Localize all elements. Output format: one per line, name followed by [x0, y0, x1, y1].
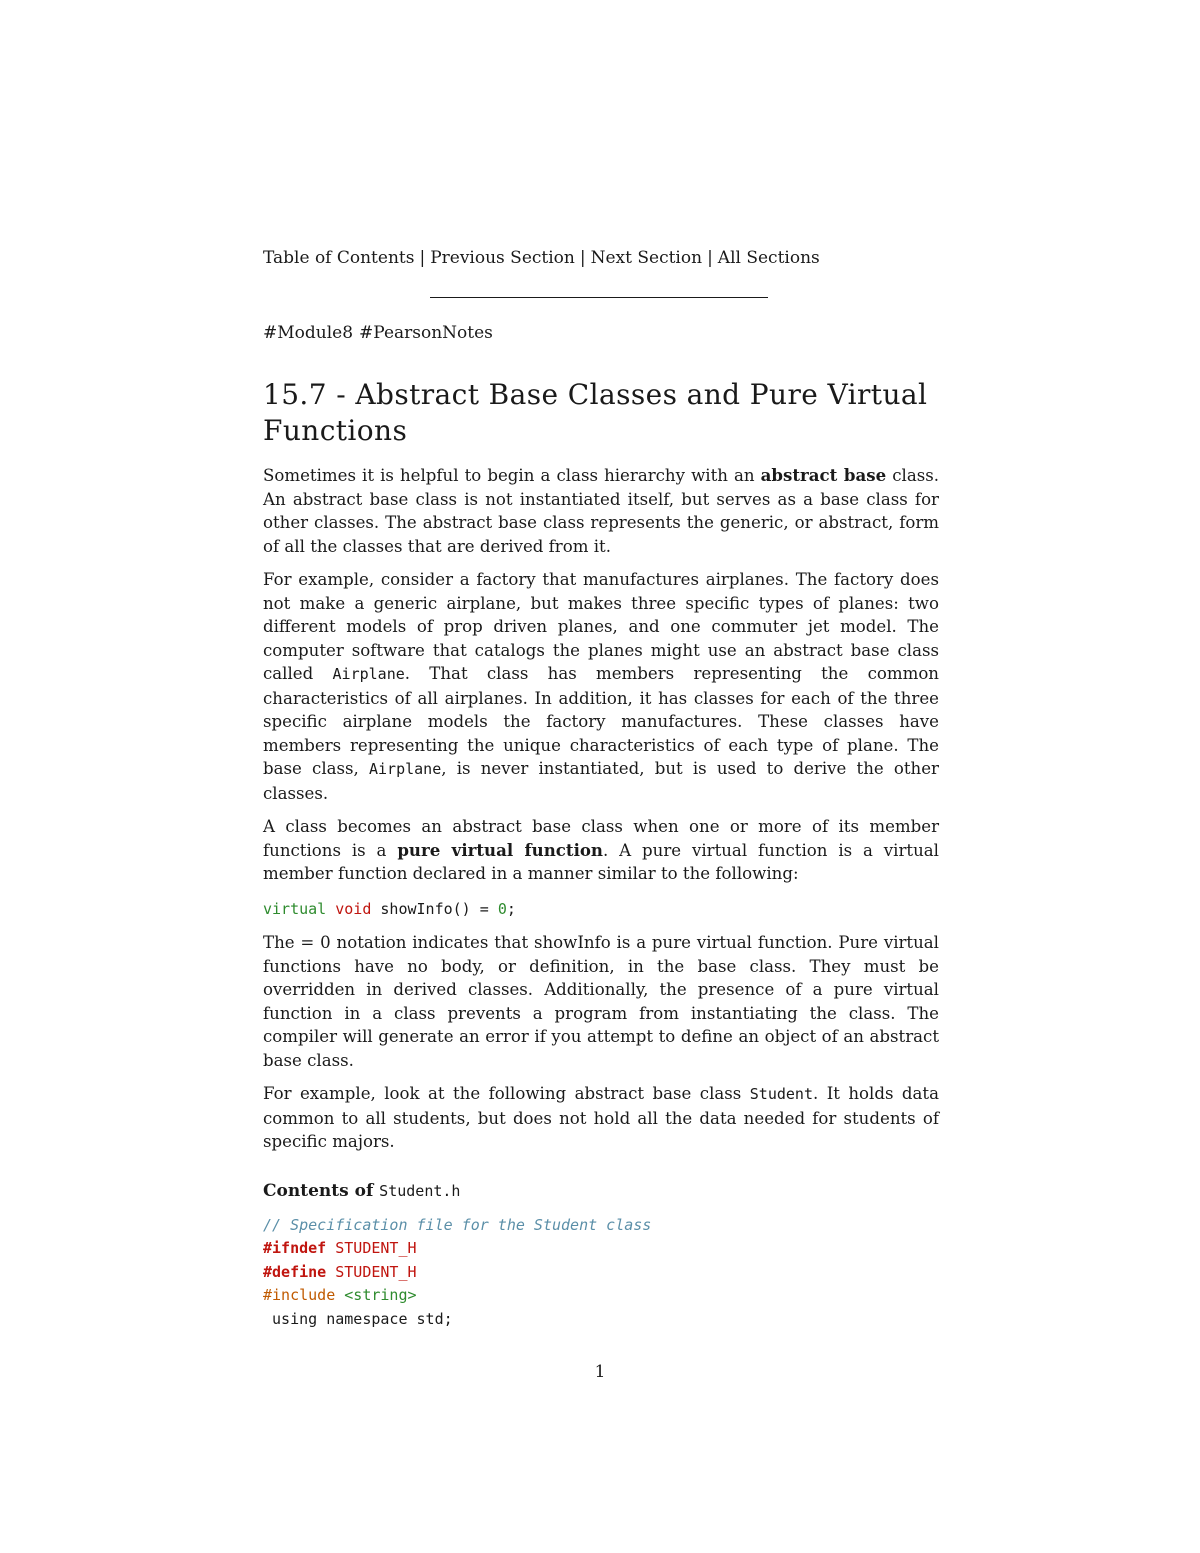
nav-link-table-of-contents[interactable]: Table of Contents [263, 248, 415, 268]
code-example-pure-virtual: virtual void showInfo() = 0; [263, 899, 516, 918]
code-line-ifndef: #ifndef STUDENT_H [263, 1239, 417, 1257]
nav-link-previous-section[interactable]: Previous Section [430, 248, 575, 268]
nav-separator: | [419, 248, 426, 268]
tag-list [263, 322, 939, 344]
document-page [263, 245, 939, 1331]
inline-code-student: Student [749, 1085, 813, 1103]
paragraph-pure-virtual: A class becomes an abstract base class when one or more of its member functions is a pure virtual function. A pure virtual function is a virtual member function declared in a manner similar to the following: [263, 817, 939, 883]
paragraph-airplane-example: For example, consider a factory that manufactures airplanes. The factory does not make a generic airplane, but makes three specific types of planes: two different models of prop driven planes, and one commuter jet model. The computer software that catalogs the planes might use an abstract base class called Airplane. That class has members representing the common characteristics of all airplanes. In addition, it has classes for each of the three specific airplane models the factory manufactures. These classes have members representing the unique characteristics of each type of plane. The base class, Airplane, is never instantiated, but is used to derive the other classes. [263, 570, 939, 803]
code-line-define: #define STUDENT_H [263, 1262, 417, 1281]
nav-link-all-sections[interactable]: All Sections [717, 248, 820, 268]
code-comment: // Specification file for the Student class [263, 1215, 652, 1234]
paragraph-intro: Sometimes it is helpful to begin a class hierarchy with an abstract base class. An abstract base class is not instantiated itself, but serves as a base class for other classes. The abstract base class represents the generic, or abstract, form of all the classes that are derived from it. [263, 465, 940, 556]
page-title: 15.7 - Abstract Base Classes and Pure Virtual Functions [263, 378, 928, 447]
code-line-using: using namespace std; [263, 1309, 453, 1328]
nav-separator: | [579, 248, 586, 268]
horizontal-rule [430, 297, 768, 298]
section-heading-student-h: Contents of Student.h [263, 1180, 461, 1201]
inline-code-airplane: Airplane [332, 665, 405, 683]
code-block-student-h [263, 1214, 939, 1332]
nav-separator: | [707, 248, 713, 268]
navigation-bar [263, 245, 939, 271]
bold-term-pure-virtual-function: pure virtual function [397, 839, 603, 860]
paragraph-student-example: For example, look at the following abstract base class Student. It holds data common to all students, but does not hold all the data needed for students of specific majors. [263, 1084, 939, 1151]
code-line-include: #include <string> [263, 1286, 417, 1304]
bold-term-abstract-base: abstract base [760, 465, 887, 485]
nav-link-next-section[interactable]: Next Section [590, 248, 703, 268]
tag-pearson-notes[interactable]: #PearsonNotes [359, 323, 493, 343]
tag-module8[interactable]: #Module8 [263, 323, 354, 343]
page-number: 1 [594, 1362, 606, 1382]
inline-code-airplane: Airplane [369, 760, 442, 778]
paragraph-notation: The = 0 notation indicates that showInfo is a pure virtual function. Pure virtual functions have no body, or definition, in the base class. They must be overridden in derived classes. Additionally, the presence of a pure virtual function in a class prevents a program from instantiating the class. The compiler will generate an error if you attempt to define an object of an abstract base class. [263, 933, 939, 1070]
